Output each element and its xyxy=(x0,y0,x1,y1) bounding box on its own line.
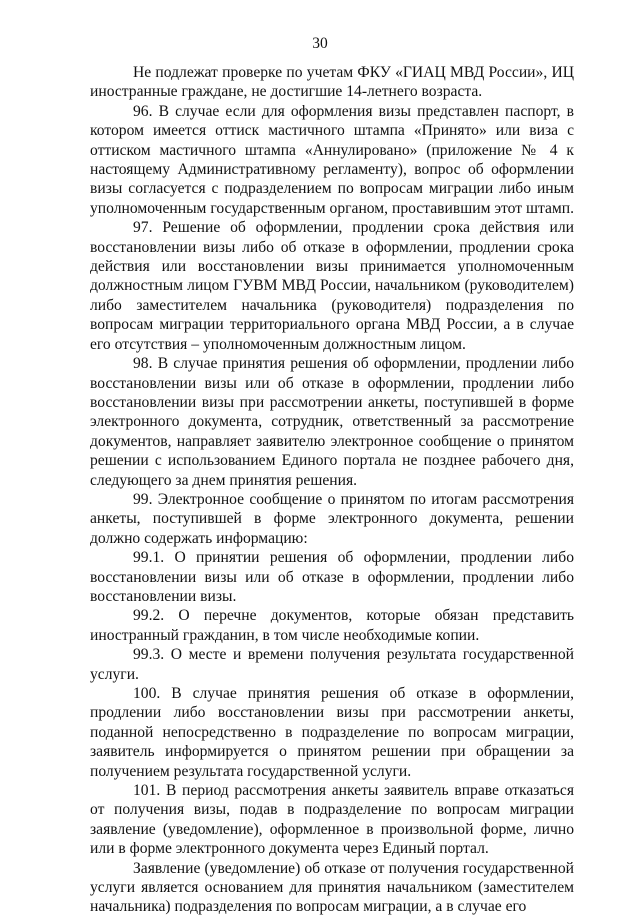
paragraph-100: 100. В случае принятия решения об отказе в оформлении, продлении либо восстановлении визы при рассмотрении анкеты, поданной непосредственно в подразделение по вопросам миграции, заявитель информируется о принятом решении при обращении за получением результата государственной услуги. xyxy=(90,685,574,780)
paragraph-exempt-from-check: Не подлежат проверке по учетам ФКУ «ГИАЦ МВД России», ИЦ иностранные граждане, не достигшие 14-летнего возраста. xyxy=(90,64,574,101)
document-body xyxy=(90,63,574,917)
page-number: 30 xyxy=(312,35,328,52)
paragraph-refusal-statement: Заявление (уведомление) об отказе от получения государственной услуги является основанием для принятия начальником (заместителем начальника) подразделения по вопросам миграции, а в случае его xyxy=(90,859,574,916)
paragraph-96: 96. В случае если для оформления визы представлен паспорт, в котором имеется оттиск мастичного штампа «Принято» или виза с оттиском мастичного штампа «Аннулировано» (приложение № 4 к настоящему Административному регламенту), вопрос об оформлении визы согласуется с подразделением по вопросам миграции либо иным уполномоченным государственным органом, проставившим этот штамп. xyxy=(90,102,574,217)
paragraph-99-1: 99.1. О принятии решения об оформлении, продлении либо восстановлении визы или об отказе в оформлении, продлении либо восстановлении визы. xyxy=(90,549,574,605)
paragraph-101: 101. В период рассмотрения анкеты заявитель вправе отказаться от получения визы, подав в подразделение по вопросам миграции заявление (уведомление), оформленное в произвольной форме, лично или в форме электронного документа через Единый портал. xyxy=(90,782,574,858)
paragraph-98: 98. В случае принятия решения об оформлении, продлении либо восстановлении визы или об отказе в оформлении, продлении либо восстановлении визы при рассмотрении анкеты, поступившей в форме электронного документа, сотрудник, ответственный за рассмотрение документов, направляет заявителю электронное сообщение о принятом решении с использованием Единого портала не позднее рабочего дня, следующего за днем принятия решения. xyxy=(90,355,574,489)
paragraph-97: 97. Решение об оформлении, продлении срока действия или восстановлении визы либо об отказе в оформлении, продлении срока действия или восстановлении визы принимается уполномоченным должностным лицом ГУВМ МВД России, начальником (руководителем) либо заместителем начальника (руководителя) подразделения по вопросам миграции территориального органа МВД России, а в случае его отсутствия – уполномоченным должностным лицом. xyxy=(90,219,574,353)
paragraph-99: 99. Электронное сообщение о принятом по итогам рассмотрения анкеты, поступившей в форме электронного документа, решении должно содержать информацию: xyxy=(90,490,574,547)
paragraph-99-2: 99.2. О перечне документов, которые обязан представить иностранный гражданин, в том числе необходимые копии. xyxy=(90,607,574,644)
paragraph-99-3: 99.3. О месте и времени получения результата государственной услуги. xyxy=(90,646,574,683)
